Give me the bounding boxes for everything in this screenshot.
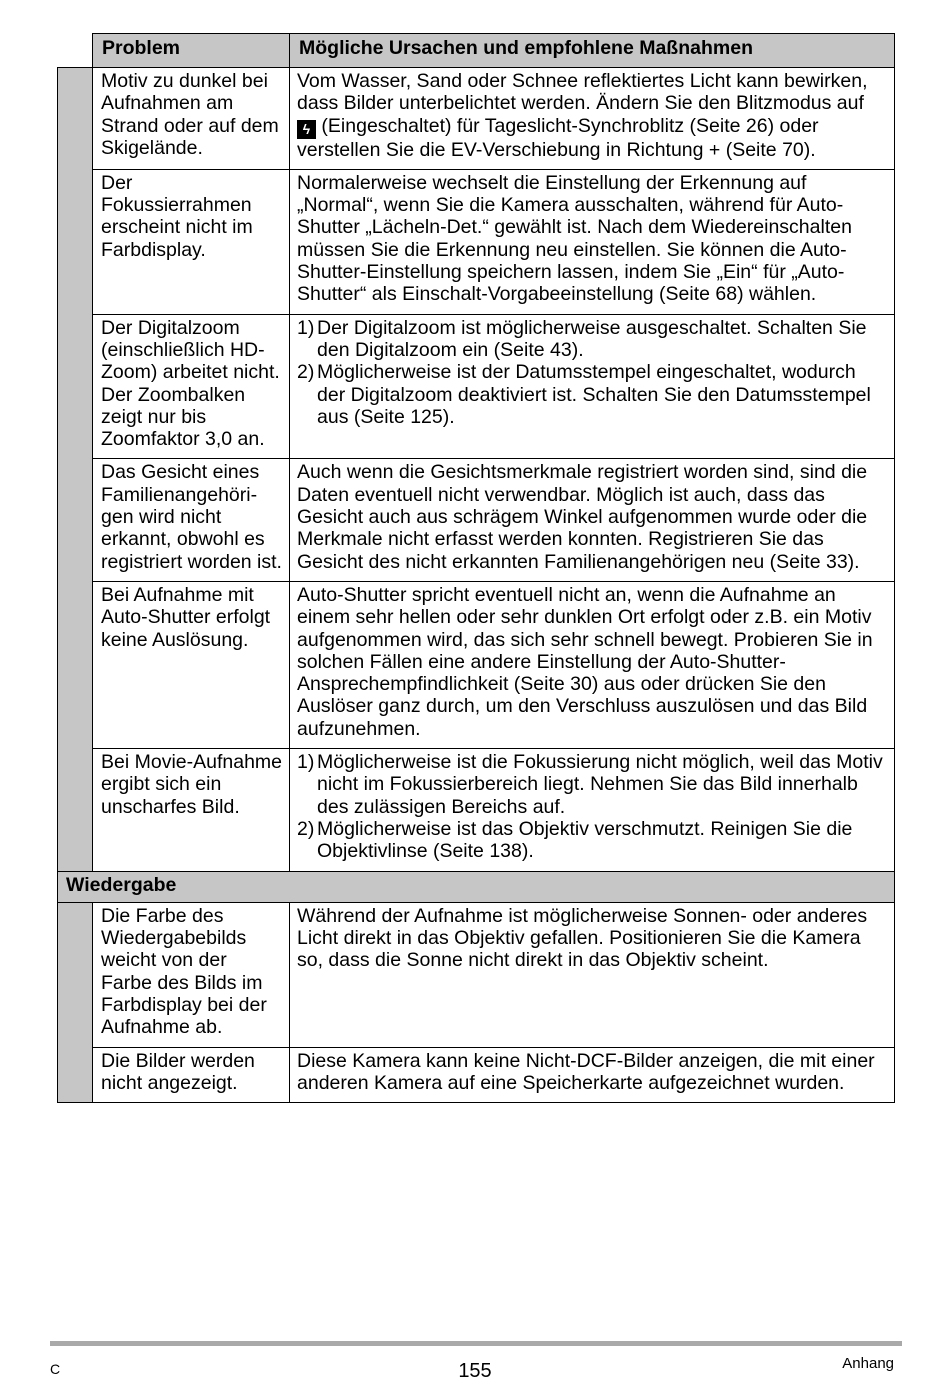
cause-cell <box>290 68 895 170</box>
cause-cell <box>290 314 895 459</box>
problem-cell: Der Fokussierrahmen erscheint nicht im Farbdisplay. <box>93 169 290 314</box>
list-text: Möglicherweise ist die Fokussierung nicht möglich, weil das Motiv nicht im Fokussierbereich liegt. Nehmen Sie das Bild innerhalb des zulässigen Bereichs auf. <box>317 751 883 818</box>
table-row <box>58 749 895 871</box>
table-row <box>58 1047 895 1103</box>
table-row <box>58 459 895 581</box>
cause-list-item <box>297 361 884 428</box>
section-side-bar <box>58 68 93 872</box>
footer-section-label: Anhang <box>842 1355 894 1372</box>
flash-on-icon: ϟ <box>297 120 316 139</box>
section-side-bar <box>58 902 93 1102</box>
cause-cell: Auch wenn die Gesichtsmerkmale registriert worden sind, sind die Daten eventuell nicht verwendbar. Möglich ist auch, dass das Gesicht auch aus schrägem Winkel aufgenommen wurde oder die Merkmale nicht erfasst werden konnten. Registrieren Sie das Gesicht des nicht erkannten Familienangehörigen neu (Seite 33). <box>290 459 895 581</box>
list-text: Möglicherweise ist der Datumsstempel eingeschaltet, wodurch der Digitalzoom deaktiviert ist. Schalten Sie den Datumsstempel aus (Seite 125). <box>317 361 871 428</box>
table-row <box>58 314 895 459</box>
footer-language-mark: C <box>50 1361 61 1377</box>
problem-cell: Bei Aufnahme mit Auto-Shutter erfolgt keine Auslösung. <box>93 581 290 748</box>
section-heading-row <box>58 871 895 902</box>
list-number: 1) <box>297 751 315 774</box>
list-number: 2) <box>297 817 315 840</box>
header-spacer <box>58 34 93 68</box>
cause-cell: Diese Kamera kann keine Nicht-DCF-Bilder anzeigen, die mit einer anderen Kamera auf eine Speicherkarte aufgezeichnet wurden. <box>290 1047 895 1103</box>
table-header-row <box>58 34 895 68</box>
cause-cell: Normalerweise wechselt die Einstellung der Erkennung auf „Normal“, wenn Sie die Kamera ausschalten, während für Auto-Shutter „Lächeln-Det.“ gewählt ist. Nach dem Wiedereinschalten müssen Sie die Erkennung neu einstellen. Sie können die Auto-Shutter-Einstellung speichern lassen, indem Sie „Ein“ für „Auto-Shutter“ als Einschalt-Vorgabeeinstellung (Seite 68) wählen. <box>290 169 895 314</box>
cause-list-item <box>297 751 884 818</box>
footer-divider <box>50 1341 902 1346</box>
problem-cell: Motiv zu dunkel bei Aufnahmen am Strand oder auf dem Skigelände. <box>93 68 290 170</box>
problem-cell: Der Digitalzoom (einschließlich HD-Zoom) arbeitet nicht. Der Zoombalken zeigt nur bis Zoomfaktor 3,0 an. <box>93 314 290 459</box>
section-title-playback: Wiedergabe <box>58 871 895 902</box>
cause-text: (Eingeschaltet) für Tageslicht-Synchroblitz (Seite 26) oder verstellen Sie die EV-Verschiebung in Richtung + (Seite 70). <box>297 114 819 161</box>
header-problem: Problem <box>93 34 290 68</box>
table-row <box>58 902 895 1047</box>
header-cause: Mögliche Ursachen und empfohlene Maßnahmen <box>290 34 895 68</box>
cause-text: Vom Wasser, Sand oder Schnee reflektiertes Licht kann bewirken, dass Bilder unterbelichtet werden. Ändern Sie den Blitzmodus auf <box>297 70 868 115</box>
problem-cell: Das Gesicht eines Familienangehöri-gen wird nicht erkannt, obwohl es registriert worden ist. <box>93 459 290 581</box>
table-row <box>58 581 895 748</box>
cause-cell: Während der Aufnahme ist möglicherweise Sonnen- oder anderes Licht direkt in das Objektiv gefallen. Positionieren Sie die Kamera so, dass die Sonne nicht direkt in das Objektiv scheint. <box>290 902 895 1047</box>
cause-cell <box>290 749 895 871</box>
problem-cell: Bei Movie-Aufnahme ergibt sich ein unscharfes Bild. <box>93 749 290 871</box>
cause-cell: Auto-Shutter spricht eventuell nicht an, wenn die Aufnahme an einem sehr hellen oder sehr dunklen Ort erfolgt oder z.B. ein Motiv aufgenommen wird, das sich sehr schnell bewegt. Probieren Sie in solchen Fällen eine andere Einstellung der Auto-Shutter-Ansprechempfindlichkeit (Seite 30) aus oder drücken Sie den Auslöser ganz durch, um den Verschluss auszulösen und das Bild aufzunehmen. <box>290 581 895 748</box>
problem-cell: Die Farbe des Wiedergabebilds weicht von der Farbe des Bilds im Farbdisplay bei der Aufnahme ab. <box>93 902 290 1047</box>
problem-cell: Die Bilder werden nicht angezeigt. <box>93 1047 290 1103</box>
list-text: Möglicherweise ist das Objektiv verschmutzt. Reinigen Sie die Objektivlinse (Seite 138). <box>317 817 853 863</box>
list-number: 2) <box>297 361 315 384</box>
table-row <box>58 68 895 170</box>
cause-list-item <box>297 818 884 863</box>
troubleshooting-table <box>57 33 895 1103</box>
list-text: Der Digitalzoom ist möglicherweise ausgeschaltet. Schalten Sie den Digitalzoom ein (Seite 43). <box>317 316 867 361</box>
cause-list-item <box>297 317 884 362</box>
table-row <box>58 169 895 314</box>
list-number: 1) <box>297 316 315 339</box>
page-number: 155 <box>458 1360 492 1382</box>
